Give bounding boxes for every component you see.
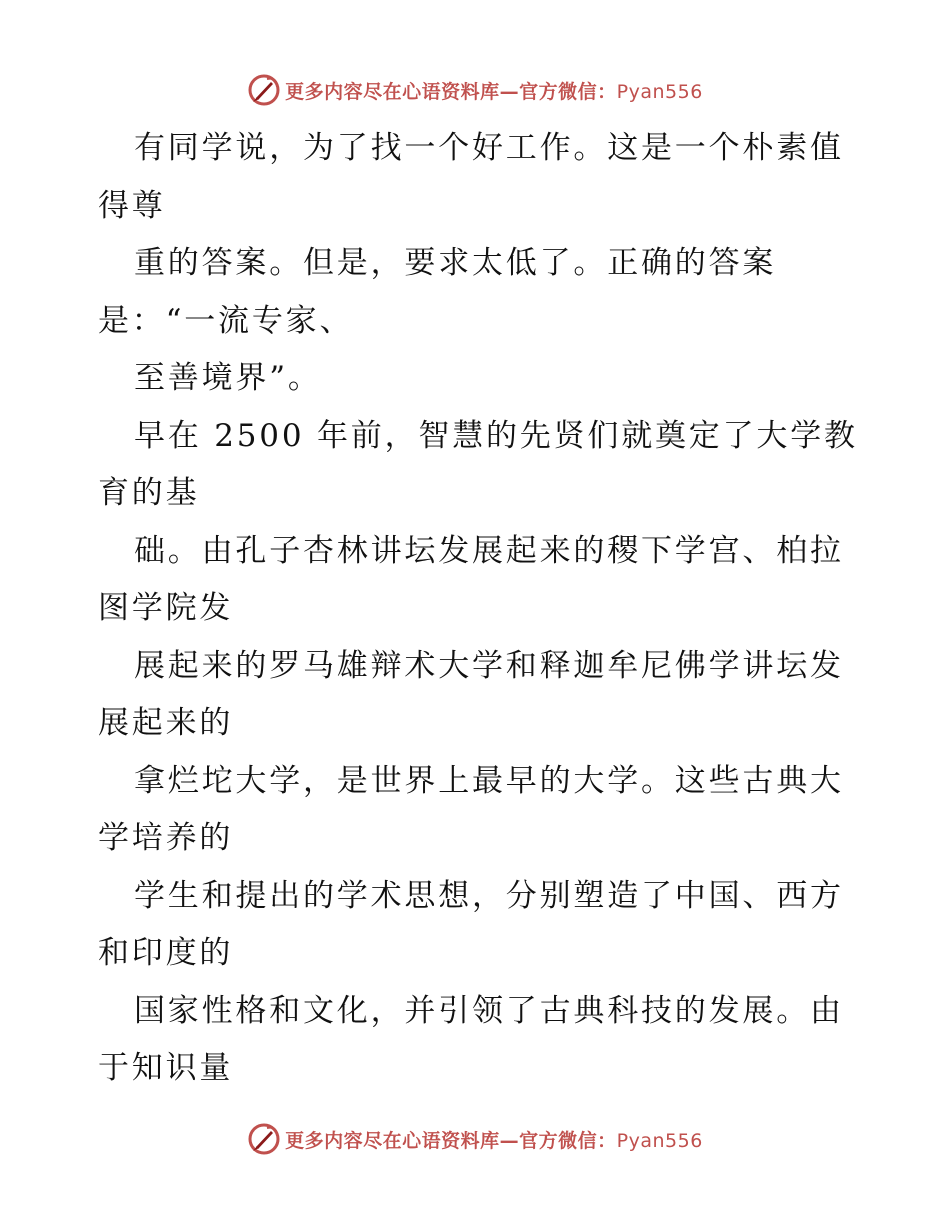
quill-logo-icon	[247, 1122, 281, 1156]
text-line: 拿烂坨大学，是世界上最早的大学。这些古典大	[134, 762, 844, 799]
watermark-group	[247, 1122, 703, 1156]
watermark-handle: Pyan556	[616, 1129, 703, 1152]
text-line: 有同学说，为了找一个好工作。这是一个朴素值	[134, 130, 844, 166]
text-line: 学生和提出的学术思想，分别塑造了中国、西方	[134, 877, 844, 914]
text-line: 国家性格和文化，并引领了古典科技的发展。由	[134, 992, 844, 1029]
text-line: 早在 2500 年前，智慧的先贤们就奠定了大学教	[134, 417, 858, 454]
footer-watermark	[0, 1119, 950, 1159]
text-line: 得尊	[98, 187, 166, 224]
text-line: 和印度的	[98, 935, 234, 971]
text-line: 重的答案。但是，要求太低了。正确的答案	[134, 245, 777, 281]
text-line: 至善境界”。	[134, 360, 322, 396]
text-line: 础。由孔子杏林讲坛发展起来的稷下学宫、柏拉	[134, 532, 844, 569]
quill-logo-icon	[247, 73, 281, 107]
header-watermark	[0, 70, 950, 110]
text-line: 是：“一流专家、	[98, 302, 354, 339]
watermark-handle: Pyan556	[616, 80, 703, 103]
document-body	[98, 120, 858, 1098]
text-line: 学培养的	[98, 820, 234, 856]
text-line: 图学院发	[98, 590, 234, 626]
text-line: 展起来的	[98, 705, 234, 741]
text-line: 于知识量	[98, 1050, 234, 1086]
text-line: 育的基	[98, 475, 200, 511]
text-line: 展起来的罗马雄辩术大学和释迦牟尼佛学讲坛发	[134, 647, 844, 684]
watermark-text: 更多内容尽在心语资料库—官方微信：Pyan556	[285, 80, 703, 103]
watermark-text: 更多内容尽在心语资料库—官方微信：Pyan556	[285, 1129, 703, 1152]
watermark-group	[247, 73, 703, 107]
